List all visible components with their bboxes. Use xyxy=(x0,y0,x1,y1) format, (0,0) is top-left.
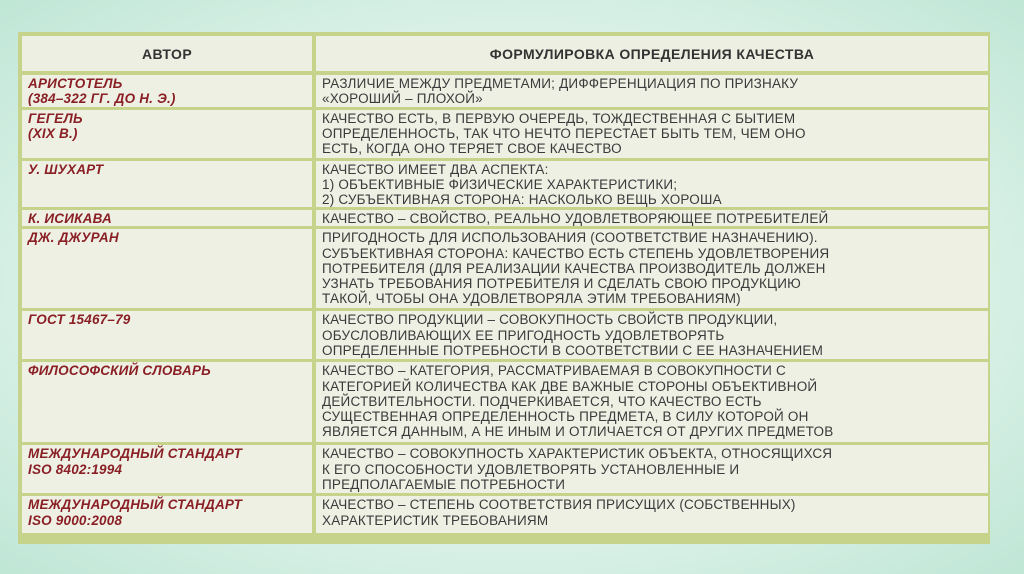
author-line: У. ШУХАРТ xyxy=(28,161,104,177)
author-cell xyxy=(22,228,314,310)
author-cell xyxy=(22,444,314,495)
author-line: (384–322 ГГ. ДО Н. Э.) xyxy=(28,91,176,107)
definition-line: КАЧЕСТВО – СОВОКУПНОСТЬ ХАРАКТЕРИСТИК ОБЪЕКТА, ОТНОСЯЩИХСЯ xyxy=(322,446,833,462)
definition-line: ОПРЕДЕЛЕННОСТЬ, ТАК ЧТО НЕЧТО ПЕРЕСТАЕТ БЫТЬ ТЕМ, ЧЕМ ОНО xyxy=(322,125,806,141)
author-cell xyxy=(22,495,314,535)
author-line: ISO 8402:1994 xyxy=(28,461,123,477)
table-row xyxy=(22,361,988,444)
definition-line: КАЧЕСТВО ЕСТЬ, В ПЕРВУЮ ОЧЕРЕДЬ, ТОЖДЕСТВЕННАЯ С БЫТИЕМ xyxy=(322,110,796,126)
author-line: ISO 9000:2008 xyxy=(28,512,123,528)
definition-line: «ХОРОШИЙ – ПЛОХОЙ» xyxy=(322,91,483,107)
definition-cell xyxy=(314,444,988,495)
definition-cell xyxy=(314,495,988,535)
definition-cell xyxy=(314,73,988,108)
definition-line: ОБУСЛОВЛИВАЮЩИХ ЕЕ ПРИГОДНОСТЬ УДОВЛЕТВОРЯТЬ xyxy=(322,327,725,343)
definition-line: СУБЪЕКТИВНАЯ СТОРОНА: КАЧЕСТВО ЕСТЬ СТЕПЕНЬ УДОВЛЕТВОРЕНИЯ xyxy=(322,245,830,261)
definition-line: КАЧЕСТВО – КАТЕГОРИЯ, РАССМАТРИВАЕМАЯ В СОВОКУПНОСТИ С xyxy=(322,363,786,379)
author-cell xyxy=(22,209,314,228)
definition-line: ПРИГОДНОСТЬ ДЛЯ ИСПОЛЬЗОВАНИЯ (СООТВЕТСТВИЕ НАЗНАЧЕНИЮ). xyxy=(322,230,818,246)
definition-cell xyxy=(314,361,988,444)
author-cell xyxy=(22,310,314,361)
header-definition: ФОРМУЛИРОВКА ОПРЕДЕЛЕНИЯ КАЧЕСТВА xyxy=(314,36,988,73)
author-line: ДЖ. ДЖУРАН xyxy=(28,230,119,246)
definition-line: КАЧЕСТВО ИМЕЕТ ДВА АСПЕКТА: xyxy=(322,161,549,177)
definition-line: КАТЕГОРИЕЙ КОЛИЧЕСТВА КАК ДВЕ ВАЖНЫЕ СТОРОНЫ ОБЪЕКТИВНОЙ xyxy=(322,378,818,394)
author-line: МЕЖДУНАРОДНЫЙ СТАНДАРТ xyxy=(28,497,243,513)
author-line: К. ИСИКАВА xyxy=(28,211,113,227)
author-cell xyxy=(22,159,314,209)
author-line: АРИСТОТЕЛЬ xyxy=(28,76,123,91)
definition-cell xyxy=(314,228,988,310)
table-row xyxy=(22,310,988,361)
table-row xyxy=(22,159,988,209)
table-row xyxy=(22,73,988,108)
header-author: АВТОР xyxy=(22,36,314,73)
definition-cell xyxy=(314,310,988,361)
author-line: ФИЛОСОФСКИЙ СЛОВАРЬ xyxy=(28,363,211,379)
definition-line: ОПРЕДЕЛЕННЫЕ ПОТРЕБНОСТИ В СООТВЕТСТВИИ С ЕЕ НАЗНАЧЕНИЕМ xyxy=(322,342,824,358)
definition-line: СУЩЕСТВЕННАЯ ОПРЕДЕЛЕННОСТЬ ПРЕДМЕТА, В СИЛУ КОТОРОЙ ОН xyxy=(322,408,809,424)
definition-line: КАЧЕСТВО – СВОЙСТВО, РЕАЛЬНО УДОВЛЕТВОРЯЮЩЕЕ ПОТРЕБИТЕЛЕЙ xyxy=(322,211,829,227)
definition-cell xyxy=(314,209,988,228)
author-line: ГОСТ 15467–79 xyxy=(28,312,131,328)
definition-line: ТАКОЙ, ЧТОБЫ ОНА УДОВЛЕТВОРЯЛА ЭТИМ ТРЕБОВАНИЯМ) xyxy=(322,291,741,307)
definition-cell xyxy=(314,159,988,209)
definition-line: РАЗЛИЧИЕ МЕЖДУ ПРЕДМЕТАМИ; ДИФФЕРЕНЦИАЦИЯ ПО ПРИЗНАКУ xyxy=(322,76,799,91)
definition-line: КАЧЕСТВО ПРОДУКЦИИ – СОВОКУПНОСТЬ СВОЙСТВ ПРОДУКЦИИ, xyxy=(322,312,778,328)
definition-line: ХАРАКТЕРИСТИК ТРЕБОВАНИЯМ xyxy=(322,512,549,528)
author-line: ГЕГЕЛЬ xyxy=(28,110,83,126)
slide-frame xyxy=(18,32,990,544)
author-line: МЕЖДУНАРОДНЫЙ СТАНДАРТ xyxy=(28,446,243,462)
author-line: (XIX В.) xyxy=(28,125,78,141)
table-header-row xyxy=(22,36,988,73)
definition-line: ЯВЛЯЕТСЯ ДАННЫМ, А НЕ ИНЫМ И ОТЛИЧАЕТСЯ ОТ ДРУГИХ ПРЕДМЕТОВ xyxy=(322,424,834,440)
definition-line: ПОТРЕБИТЕЛЯ (ДЛЯ РЕАЛИЗАЦИИ КАЧЕСТВА ПРОИЗВОДИТЕЛЬ ДОЛЖЕН xyxy=(322,260,826,276)
definition-line: ЕСТЬ, КОГДА ОНО ТЕРЯЕТ СВОЕ КАЧЕСТВО xyxy=(322,140,622,156)
definition-line: 2) СУБЪЕКТИВНАЯ СТОРОНА: НАСКОЛЬКО ВЕЩЬ ХОРОША xyxy=(322,191,722,207)
definition-line: К ЕГО СПОСОБНОСТИ УДОВЛЕТВОРЯТЬ УСТАНОВЛЕННЫЕ И xyxy=(322,461,740,477)
definition-line: КАЧЕСТВО – СТЕПЕНЬ СООТВЕТСТВИЯ ПРИСУЩИХ (СОБСТВЕННЫХ) xyxy=(322,497,796,513)
definition-cell xyxy=(314,108,988,159)
table-row xyxy=(22,209,988,228)
definition-line: ДЕЙСТВИТЕЛЬНОСТИ. ПОДЧЕРКИВАЕТСЯ, ЧТО КАЧЕСТВО ЕСТЬ xyxy=(322,393,762,409)
definition-line: УЗНАТЬ ТРЕБОВАНИЯ ПОТРЕБИТЕЛЯ И СДЕЛАТЬ СВОЮ ПРОДУКЦИЮ xyxy=(322,275,801,291)
table-row xyxy=(22,228,988,310)
definition-line: ПРЕДПОЛАГАЕМЫЕ ПОТРЕБНОСТИ xyxy=(322,476,566,492)
author-cell xyxy=(22,361,314,444)
quality-definitions-table xyxy=(22,36,988,536)
table-row xyxy=(22,444,988,495)
table-row xyxy=(22,495,988,535)
author-cell xyxy=(22,73,314,108)
table-row xyxy=(22,108,988,159)
author-cell xyxy=(22,108,314,159)
definition-line: 1) ОБЪЕКТИВНЫЕ ФИЗИЧЕСКИЕ ХАРАКТЕРИСТИКИ; xyxy=(322,176,678,192)
